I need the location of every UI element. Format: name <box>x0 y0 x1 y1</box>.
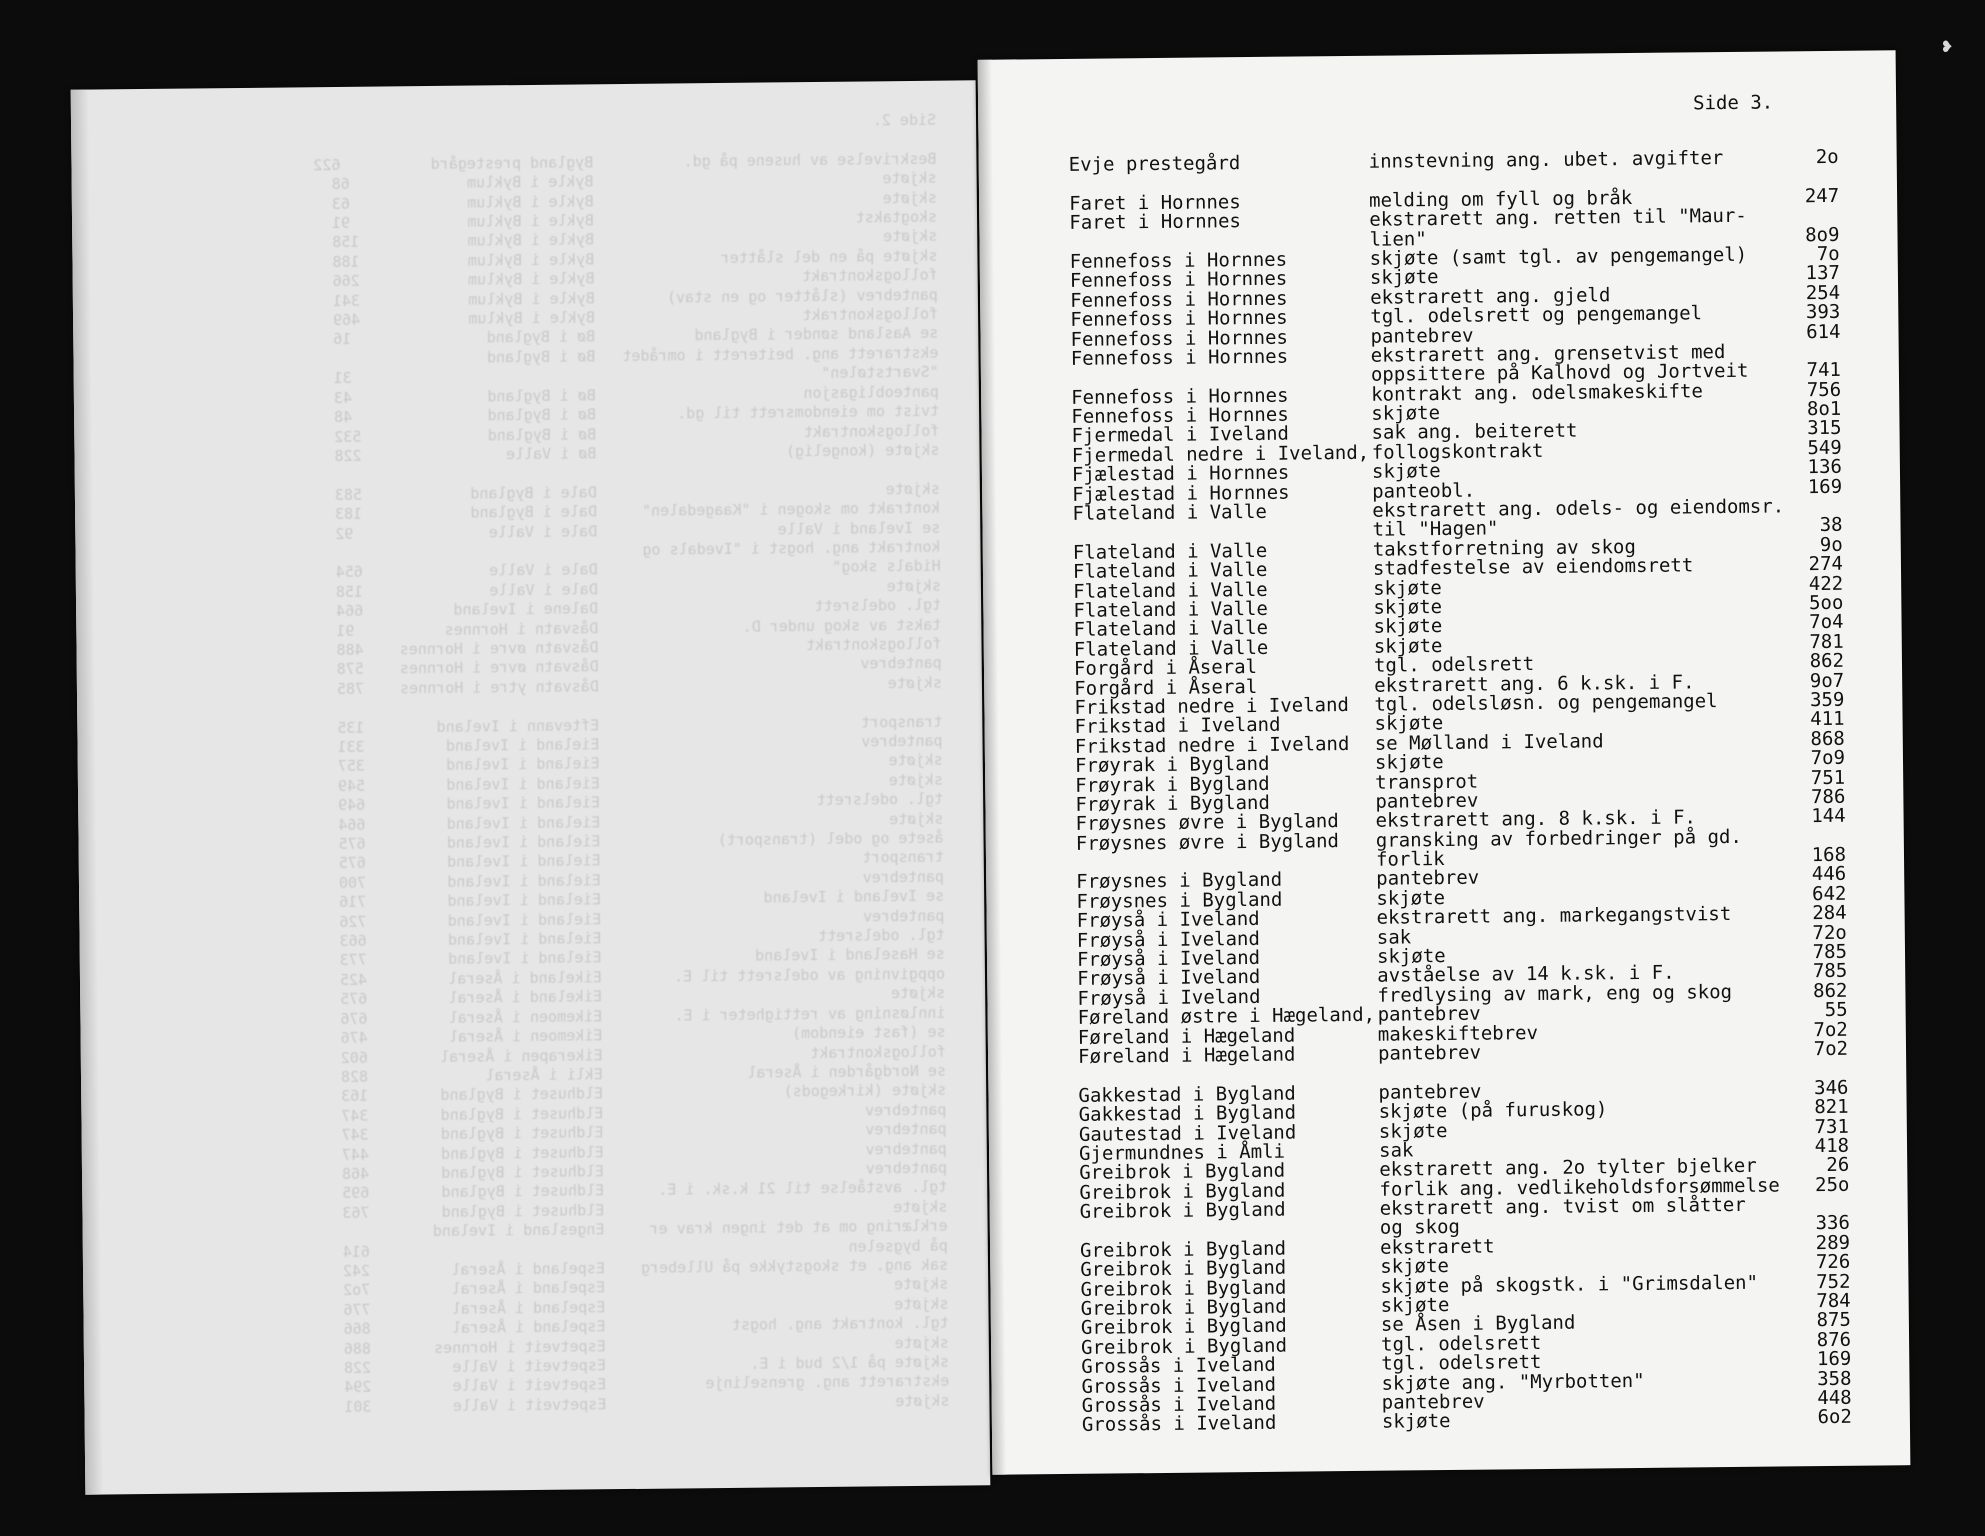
entry-description: se Mølland i Iveland <box>1374 730 1604 755</box>
entry-page-number: 411 <box>1810 708 1845 731</box>
entry-place: Fjælestad i Hornnes <box>1071 461 1290 487</box>
entry-place: Flateland i Valle <box>1073 597 1268 622</box>
right-page <box>978 50 1911 1475</box>
entry-place: Grossås i Iveland <box>1081 1354 1276 1379</box>
entry-page-number: 247 <box>1804 184 1840 207</box>
entry-place: Frøysnes øvre i Bygland <box>1075 810 1339 836</box>
entry-description: skjøte (samt tgl. av pengemangel) <box>1369 243 1748 270</box>
entry-place: Flateland i Valle <box>1072 559 1268 584</box>
entry-page-number: 136 <box>1807 456 1843 479</box>
entry-place: Greibrok i Bygland <box>1080 1315 1287 1340</box>
entry-place: Fennefoss i Hornnes <box>1070 326 1288 351</box>
page-number: Side 3. <box>1692 91 1774 115</box>
entry-page-number: 422 <box>1808 572 1844 595</box>
entry-page-number: 315 <box>1807 417 1842 440</box>
entry-page-number: 8o1 <box>1806 397 1842 421</box>
entry-place: Gjermundnes i Åmli <box>1078 1140 1286 1165</box>
entry-place: Føreland østre i Hægeland, <box>1077 1003 1376 1030</box>
entry-description: sak <box>1376 925 1412 949</box>
entry-page-number: 785 <box>1812 940 1848 964</box>
entry-description: skjøte <box>1378 1119 1448 1143</box>
entry-page-number: 756 <box>1806 378 1842 401</box>
entry-description: ekstrarett ang. grensetvist med <box>1370 340 1726 367</box>
entry-page-number: 448 <box>1817 1386 1852 1410</box>
entry-description: skjøte <box>1373 595 1443 619</box>
entry-place: Greibrok i Bygland <box>1080 1276 1287 1301</box>
entry-page-number: 26 <box>1826 1154 1850 1177</box>
entry-description: til "Hagen" <box>1372 517 1499 542</box>
entry-page-number: 752 <box>1816 1270 1851 1293</box>
entry-page-number: 549 <box>1807 436 1842 460</box>
entry-page-number: 9o <box>1819 533 1843 556</box>
entry-description: pantebrev <box>1376 867 1480 891</box>
entry-page-number: 2o <box>1815 145 1839 169</box>
entry-page-number: 359 <box>1809 688 1845 712</box>
entry-page-number: 55 <box>1824 998 1848 1022</box>
entry-description: ekstrarett <box>1379 1235 1495 1259</box>
entry-place: Fennefoss i Hornnes <box>1069 248 1288 273</box>
entry-description: ekstrarett ang. 6 k.sk. i F. <box>1374 670 1695 697</box>
entry-page-number: 876 <box>1816 1328 1852 1351</box>
entry-place: Flateland i Valle <box>1072 500 1267 525</box>
entry-place: Greibrok i Bygland <box>1079 1179 1286 1204</box>
entry-description: tgl. odelsrett <box>1381 1351 1542 1375</box>
entry-description: skjøte ang. "Myrbotten" <box>1381 1369 1645 1395</box>
entry-place: Evje prestegård <box>1068 152 1241 176</box>
entry-page-number: 7o <box>1816 242 1840 266</box>
entry-place: Grossås i Iveland <box>1081 1412 1277 1437</box>
entry-place: Greibrok i Bygland <box>1080 1334 1288 1359</box>
entry-page-number: 9o7 <box>1809 669 1845 692</box>
entry-description: oppsittere på Kalhovd og Jortveit <box>1370 360 1749 387</box>
entry-page-number: 751 <box>1810 766 1846 789</box>
entry-page-number: 274 <box>1808 553 1844 576</box>
entry-place: Fjermedal i Iveland <box>1071 423 1290 448</box>
entry-description: skjøte <box>1381 1410 1451 1434</box>
entry-description: skjøte på skogstk. i "Grimsdalen" <box>1380 1271 1759 1298</box>
entry-description: fredlysing av mark, eng og skog <box>1377 980 1733 1007</box>
entry-description: innstevning ang. ubet. avgifter <box>1368 147 1724 173</box>
entry-description: avståelse av 14 k.sk. i F. <box>1377 962 1675 988</box>
entry-description: skjøte <box>1376 945 1446 968</box>
entry-page-number: 862 <box>1809 649 1845 673</box>
entry-description: ekstrarett ang. gjeld <box>1370 283 1611 309</box>
entry-place: Forgård i Åseral <box>1074 675 1258 700</box>
entry-description: skjøte <box>1371 402 1441 425</box>
entry-description: skjøte <box>1374 751 1444 774</box>
entry-place: Faret i Hornnes <box>1069 210 1242 235</box>
entry-page-number: 169 <box>1807 475 1843 498</box>
entry-page-number: 137 <box>1805 262 1841 285</box>
entry-page-number: 875 <box>1816 1309 1851 1332</box>
entry-description: pantebrev <box>1377 1002 1481 1026</box>
entry-page-number: 726 <box>1815 1251 1851 1274</box>
entry-description: ekstrarett ang. 2o tylter bjelker <box>1379 1155 1757 1182</box>
entry-place: Greibrok i Bygland <box>1079 1198 1286 1223</box>
entry-description: tgl. odelsløsn. og pengemangel <box>1374 690 1718 716</box>
entry-page-number: 821 <box>1814 1095 1849 1119</box>
entry-page-number: 393 <box>1805 300 1841 324</box>
entry-description: tgl. odelsrett <box>1373 653 1535 677</box>
entry-place: Fennefoss i Hornnes <box>1070 287 1288 312</box>
entry-description: skjøte (på furuskog) <box>1378 1098 1608 1123</box>
entry-place: Greibrok i Bygland <box>1079 1237 1287 1262</box>
entry-place: Greibrok i Bygland <box>1080 1295 1287 1320</box>
entry-place: Frikstad i Iveland <box>1074 714 1281 739</box>
entry-place: Frøyså i Iveland <box>1076 927 1260 952</box>
entry-place: Greibrok i Bygland <box>1079 1159 1286 1185</box>
entry-page-number: 446 <box>1811 863 1847 886</box>
entry-page-number: 7o9 <box>1810 746 1846 770</box>
entry-page-number: 25o <box>1814 1173 1850 1196</box>
entry-page-number: 786 <box>1810 785 1846 809</box>
entry-place: Frøyså i Iveland <box>1077 985 1261 1010</box>
index-entry <box>1082 1408 1852 1435</box>
entry-description: melding om fyll og bråk <box>1368 186 1633 212</box>
entry-page-number: 289 <box>1815 1231 1851 1255</box>
entry-page-number: 8o9 <box>1805 223 1840 246</box>
entry-description: ekstrarett ang. retten til "Maur- <box>1369 204 1747 231</box>
entry-place: Grossås i Iveland <box>1081 1373 1277 1398</box>
entry-place: Flateland i Valle <box>1073 617 1269 642</box>
entry-place: Føreland i Hægeland <box>1077 1024 1296 1049</box>
entry-place: Frøyrak i Bygland <box>1074 752 1270 777</box>
entry-description: ekstrarett ang. markegangstvist <box>1376 903 1732 929</box>
entry-description: gransking av forbedringer på gd. <box>1375 825 1742 852</box>
entry-place: Frøyså i Iveland <box>1076 908 1260 933</box>
entry-page-number: 731 <box>1814 1115 1849 1138</box>
entry-page-number: 7o4 <box>1809 611 1844 634</box>
entry-description: panteobl. <box>1372 479 1476 503</box>
entry-description: makeskiftebrev <box>1377 1021 1539 1046</box>
entry-description: forlik <box>1375 848 1445 871</box>
entry-description: takstforretning av skog <box>1372 535 1636 561</box>
entry-description: transprot <box>1375 770 1479 794</box>
entry-description: skjøte <box>1376 886 1446 910</box>
entry-place: Fennefoss i Hornnes <box>1070 345 1289 370</box>
entry-page-number: 862 <box>1812 979 1848 1002</box>
entry-description: sak ang. beiterett <box>1371 420 1578 445</box>
entry-description: kontrakt ang. odelsmakeskifte <box>1371 379 1703 406</box>
corner-mark-icon: ❥ <box>1942 36 1953 57</box>
left-page <box>71 80 991 1494</box>
entry-description: follogskontrakt <box>1371 439 1544 464</box>
entry-page-number: 642 <box>1811 882 1847 905</box>
entry-description: tgl. odelsrett og pengemangel <box>1370 302 1703 328</box>
entry-description: skjøte <box>1373 634 1443 658</box>
entry-place: Frøysnes øvre i Bygland <box>1075 829 1340 855</box>
entry-place: Faret i Hornnes <box>1069 190 1241 215</box>
entry-place: Frøyså i Iveland <box>1077 966 1261 991</box>
entry-place: Føreland i Hægeland <box>1077 1043 1296 1068</box>
entry-place: Fjermedal nedre i Iveland, <box>1071 441 1370 467</box>
entry-place: Fennefoss i Hornnes <box>1071 384 1289 409</box>
entry-description: pantebrev <box>1377 1041 1482 1065</box>
entry-page-number: 418 <box>1814 1134 1850 1158</box>
entry-page-number: 868 <box>1810 727 1845 750</box>
entry-place: Gakkestad i Bygland <box>1078 1101 1297 1126</box>
entry-place: Frøysnes i Bygland <box>1076 888 1283 913</box>
entry-description: ekstrarett ang. tvist om slåtter <box>1379 1193 1746 1220</box>
entry-description: pantebrev <box>1378 1080 1482 1104</box>
entry-description: lien" <box>1369 227 1427 251</box>
entry-description: og skog <box>1379 1216 1461 1240</box>
entry-page-number: 7o2 <box>1813 1018 1848 1041</box>
entry-description: stadfestelse av eiendomsrett <box>1372 554 1694 580</box>
entry-description: skjøte <box>1380 1294 1450 1317</box>
entry-description: pantebrev <box>1375 789 1479 813</box>
entry-place: Frøyrak i Bygland <box>1075 791 1270 816</box>
entry-description: skjøte <box>1380 1255 1450 1278</box>
entry-place: Gautestad i Iveland <box>1078 1121 1297 1146</box>
entry-page-number: 38 <box>1819 514 1843 537</box>
entry-page-number: 346 <box>1813 1076 1849 1099</box>
entry-page-number: 144 <box>1811 805 1846 828</box>
entry-place: Frikstad nedre i Iveland <box>1074 732 1350 758</box>
entry-place: Frøyså i Iveland <box>1076 946 1261 971</box>
entry-page-number: 6o2 <box>1817 1406 1852 1429</box>
entry-page-number: 284 <box>1812 902 1847 925</box>
left-page-binding-edge <box>71 90 104 1495</box>
entry-description: pantebrev <box>1370 324 1474 348</box>
entry-place: Frøysnes i Bygland <box>1076 869 1283 894</box>
entry-page-number: 7o2 <box>1813 1037 1849 1061</box>
entry-page-number: 72o <box>1812 921 1847 944</box>
entry-description: skjøte <box>1369 266 1439 290</box>
entry-place: Greibrok i Bygland <box>1080 1256 1287 1282</box>
entry-description: skjøte <box>1373 576 1442 600</box>
entry-place: Grossås i Iveland <box>1081 1392 1277 1417</box>
entry-description: pantebrev <box>1381 1390 1485 1414</box>
entry-page-number: 741 <box>1806 359 1842 382</box>
entry-description: ekstrarett ang. odels- og eiendomsr. <box>1372 495 1785 522</box>
entry-place: Flateland i Valle <box>1072 539 1268 564</box>
entry-description: skjøte <box>1371 460 1441 483</box>
entry-place: Flateland i Valle <box>1073 578 1268 603</box>
entry-description: sak <box>1378 1139 1414 1162</box>
entry-description: skjøte <box>1373 615 1443 639</box>
entry-page-number: 785 <box>1812 960 1848 983</box>
entry-page-number: 169 <box>1816 1347 1852 1371</box>
entry-page-number: 5oo <box>1808 591 1844 615</box>
entry-place: Fjælestad i Hornnes <box>1072 481 1290 506</box>
entry-place: Forgård i Åseral <box>1073 656 1258 681</box>
entry-description: forlik ang. vedlikeholdsforsømmelse <box>1379 1174 1780 1201</box>
entry-description: skjøte <box>1374 712 1444 736</box>
entry-page-number: 168 <box>1811 843 1847 867</box>
entry-place: Fennefoss i Hornnes <box>1071 403 1289 428</box>
entry-place: Fennefoss i Hornnes <box>1070 306 1288 332</box>
entry-description: ekstrarett ang. 8 k.sk. i F. <box>1375 806 1697 833</box>
entry-page-number: 781 <box>1809 630 1844 653</box>
entry-place: Frikstad nedre i Iveland <box>1074 693 1350 719</box>
entry-place: Flateland i Valle <box>1073 636 1269 661</box>
index-entries <box>1068 145 1852 1437</box>
entry-page-number: 254 <box>1805 281 1841 304</box>
entry-page-number: 336 <box>1815 1212 1850 1235</box>
entry-page-number: 358 <box>1817 1367 1852 1390</box>
entry-description: tgl. odelsrett <box>1380 1331 1542 1356</box>
bleed-through-text: Side 2. Beskrivelse av husene på gd. Bygland prestegård 622 skjøte Bykle i Byklum 68 skjøte Bykle i Byklum 63 skogtakst Bykle i Byklum 91 skjøte Bykle i Byklum 158 skjøte på en del slåtter Bykle i Byklum 188 follogskontrakt Bykle i Byklum 266 pantebrev (slåtter og en stav) Bykle i Byklum 341 follogskontrakt Bykle i Byklum 469 se Aasland sønder i Bygland Bø i Bygland 16 ekstrarett ang. beiterett i området Bø i Bygland "Svartstølen" 31 panteobligasjon Bø i Bygland 43 tvist om eiendomsrett til gd. Bø i Bygland 48 follogskontrakt Bø i Bygland 532 skjøte (kongelig) Bø i Valle 228 skjøte Dale i Bygland 583 kontrakt om skogen i "Kaagedalen" Dale i Bygland 183 se Iveland i Valle Dale i Valle 92 kontrakt ang. hogst i "Ivedals og Hidals skog" Dale i Valle 654 skjøte Dale i Valle 158 tgl. odelsrett Dalene i Iveland 664 takst av skog under D. Dåsvatn i Hornnes 91 follogskontrakt Dåsvatn øvre i Hornnes 488 pantebrev Dåsvatn øvre i Hornnes 578 skjøte Dåsvatn ytre i Hornnes 785 transport Eftevann i Iveland 135 pantebrev Eieland i Iveland 331 skjøte Eieland i Iveland 357 skjøte Eieland i Iveland 549 tgl. odelsrett Eieland i Iveland 649 skjøte Eieland i Iveland 664 åsete og odel (transport) Eieland i Iveland 675 transport Eieland i Iveland 675 pantebrev Eieland i Iveland 700 se Iveland i Iveland Eieland i Iveland 716 pantebrev Eieland i Iveland 726 tgl. odelsrett Eieland i Iveland 663 se Haseland i Iveland Eieland i Iveland 773 oppgivning av odelsrett til E. Eikeland i Åseral 425 skjøte Eikeland i Åseral 675 innløsning av rettigheter i E. Eikemoen i Åseral 676 se (fast eiendom) Eikemoen i Åseral 476 follogskontrakt Eikerapen i Åseral 602 se Nordgården i Åseral Ekli i Åseral 828 skjøte (kirkegods) Eldhuset i Bygland 163 pantebrev Eldhuset i Bygland 347 pantebrev Eldhuset i Bygland 347 pantebrev Eldhuset i Bygland 447 pantebrev Eldhuset i Bygland 468 tgl. avståelse til 21 k.sk. i E. Eldhuset i Bygland 695 skjøte Eldhuset i Bygland 763 erklæring om at det ingen krav er Engesland i Iveland på bygselen 614 sak ang. et skogstykke på Ulleberg Espeland i Åseral 242 skjøte Espeland i Åseral 7o2 skjøte Espeland i Åseral 776 tgl. kontrakt ang. hogst Espeland i Åseral 866 skjøte Espetveit i Hornnes 886 skjøte på 1/2 bud i E. Espetveit i Valle 228 ekstrarett ang. grenselinje Espetveit i Valle 294 skjøte Espetveit i Valle 301 <box>313 110 950 1416</box>
entry-place: Fennefoss i Hornnes <box>1069 267 1288 293</box>
entry-page-number: 784 <box>1816 1289 1851 1313</box>
entry-description: se Åsen i Bygland <box>1380 1312 1576 1337</box>
entry-page-number: 614 <box>1806 320 1841 343</box>
entry-place: Frøyrak i Bygland <box>1075 772 1270 797</box>
entry-place: Gakkestad i Bygland <box>1078 1082 1296 1107</box>
